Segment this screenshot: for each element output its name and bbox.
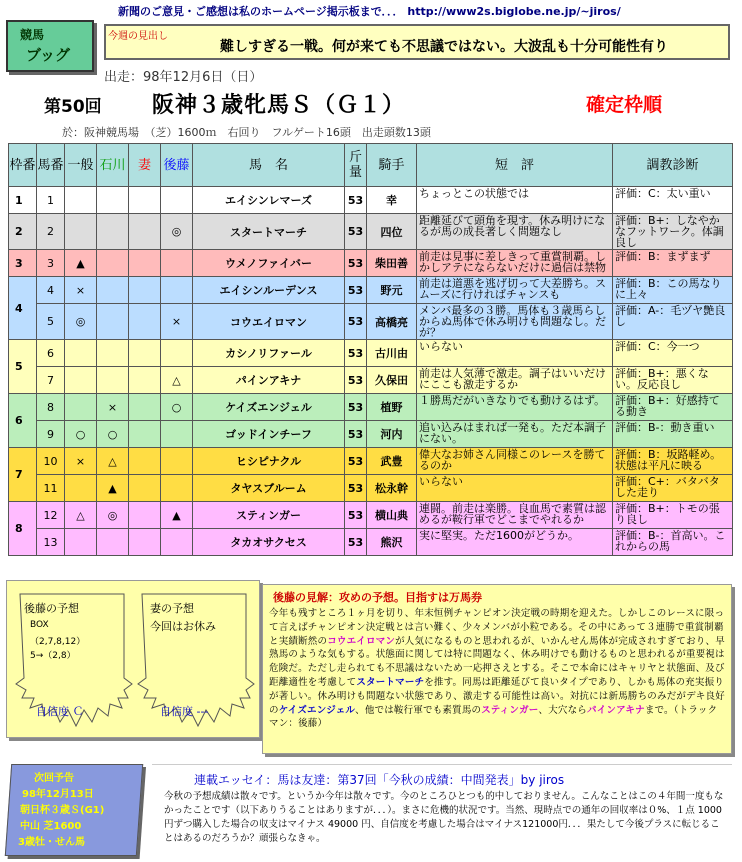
training-eval: 評価：B：この馬なりに上々 (613, 277, 733, 304)
horse-name: カシノリファール (193, 340, 345, 367)
jockey: 松永幹 (367, 475, 417, 502)
mark-goto: ○ (161, 394, 193, 421)
top-message: 新聞のご意見・ご感想は私のホームページ掲示板まで．．． http://www2s.biglobe.ne.jp/~jiros/ (118, 5, 621, 18)
mark-tsuma (129, 250, 161, 277)
next-race-line3: 中山 芝1600 (20, 821, 82, 832)
weight: 53 (345, 529, 367, 556)
horse-name: スタートマーチ (193, 214, 345, 250)
mark-ishikawa (97, 367, 129, 394)
tsuma-prediction-text: 今回はお休み (150, 620, 216, 633)
mark-ippan (65, 214, 97, 250)
goto-prediction-flow: 5→（2,8） (30, 651, 76, 661)
goto-confidence: 自信度 Ｃ (36, 705, 84, 718)
weight: 53 (345, 277, 367, 304)
mark-ippan (65, 367, 97, 394)
weight: 53 (345, 475, 367, 502)
header-tsuma: 妻 (129, 144, 161, 187)
short-comment: メンバ最多の３勝。馬体も３歳馬らしからぬ馬体で休み明けも問題なし。だが？ (417, 304, 613, 340)
goto-view-p2: が人気になるものと思われるが、いかんせん馬体が完成されすぎており、早熟馬のような気もする。状態面に関しては特に問題なく、休み明けでも動けるものと思われるが重要視は危険だ。ただし走られても不思議はないため一応押さえとする。そこで本命にはキャリヤと状態面、及び距離適性を考慮して (269, 635, 725, 688)
horse-number: 6 (37, 340, 65, 367)
mark-goto: △ (161, 367, 193, 394)
headline-box (104, 24, 730, 60)
horse-name: コウエイロマン (193, 304, 345, 340)
horse-number: 12 (37, 502, 65, 529)
mark-tsuma (129, 529, 161, 556)
header-ishikawa: 石川 (97, 144, 129, 187)
goto-view-h4: スティンガー (481, 704, 539, 716)
logo-line1: 競馬 (20, 28, 45, 42)
short-comment: 前走は人気薄で激走。調子はいいだけにここも激走するか (417, 367, 613, 394)
jockey: 河内 (367, 421, 417, 448)
mark-ishikawa (97, 340, 129, 367)
mark-tsuma (129, 277, 161, 304)
horse-name: スティンガー (193, 502, 345, 529)
tsuma-prediction-title: 妻の予想 (150, 602, 194, 615)
table-row (9, 340, 733, 367)
mark-goto: × (161, 304, 193, 340)
table-row (9, 214, 733, 250)
race-number: 第50回 (44, 97, 102, 117)
horse-number: 5 (37, 304, 65, 340)
mark-ippan: × (65, 448, 97, 475)
weight: 53 (345, 502, 367, 529)
mark-tsuma (129, 340, 161, 367)
table-row (9, 421, 733, 448)
essay-body: 今秋の予想成績は散々です。というか今年は散々です。今のところひとつも的中しておりません。こんなことはこの４年間一度もなかったことです（以下ありうることはありますが．．．）。まさに危機的状況です。当然、現時点での通年の回収率は０%、１点 1000 円ずつ購入した場合の収支はマイナス 49000 円、自信度を考慮した場合はマイナス121000円．．．果たして今後プラスに転じることはあるのだろうか？頑張らなきゃ。 (164, 791, 724, 844)
mark-tsuma (129, 421, 161, 448)
mark-tsuma (129, 502, 161, 529)
mark-goto: ◎ (161, 214, 193, 250)
waku-number: 6 (9, 394, 37, 448)
training-eval: 評価：C：太い重い (613, 187, 733, 214)
mark-ishikawa: ◎ (97, 502, 129, 529)
horse-number: 10 (37, 448, 65, 475)
weight: 53 (345, 421, 367, 448)
mark-ippan: ▲ (65, 250, 97, 277)
logo (6, 20, 94, 72)
header-goto: 後藤 (161, 144, 193, 187)
weight: 53 (345, 448, 367, 475)
horse-number: 8 (37, 394, 65, 421)
mark-ishikawa (97, 250, 129, 277)
goto-view-p5: 、大穴なら (538, 704, 588, 716)
mark-ishikawa: ▲ (97, 475, 129, 502)
mark-ishikawa (97, 187, 129, 214)
horse-number: 11 (37, 475, 65, 502)
table-row (9, 277, 733, 304)
jockey: 四位 (367, 214, 417, 250)
short-comment: 前走は見事に差しきって重賞制覇。しかしアテにならないだけに過信は禁物 (417, 250, 613, 277)
header-eval: 調教診断 (613, 144, 733, 187)
short-comment: 連闘。前走は楽勝。良血馬で素質は認めるが鞍行軍でどこまでやれるか (417, 502, 613, 529)
horse-name: タカオサクセス (193, 529, 345, 556)
table-header-row (9, 144, 733, 187)
jockey: 久保田 (367, 367, 417, 394)
short-comment: いらない (417, 475, 613, 502)
mark-goto (161, 529, 193, 556)
training-eval: 評価：B：まずまず (613, 250, 733, 277)
short-comment: 距離延びて頭角を現す。休み明けになるが馬の成長著しく問題なし (417, 214, 613, 250)
horse-name: パインアキナ (193, 367, 345, 394)
mark-tsuma (129, 187, 161, 214)
waku-number: 8 (9, 502, 37, 556)
jockey: 武豊 (367, 448, 417, 475)
short-comment: ちょっとこの状態では (417, 187, 613, 214)
goto-prediction-box: BOX (30, 620, 49, 630)
header-name: 馬 名 (193, 144, 345, 187)
header-kin: 斤量 (345, 144, 367, 187)
next-race-line1: 98年12月13日 (22, 789, 94, 800)
mark-tsuma (129, 475, 161, 502)
mark-goto (161, 187, 193, 214)
waku-number: 5 (9, 340, 37, 394)
race-table-body (9, 187, 733, 556)
goto-view-panel (262, 584, 732, 754)
training-eval: 評価：B-：首高い。これからの馬 (613, 529, 733, 556)
horse-number: 9 (37, 421, 65, 448)
mark-ishikawa: ○ (97, 421, 129, 448)
horse-number: 7 (37, 367, 65, 394)
next-race-line2: 朝日杯３歳Ｓ(G1) (20, 805, 105, 816)
goto-prediction-title: 後藤の予想 (24, 602, 79, 615)
next-race-line4: 3歳牡・せん馬 (18, 837, 85, 848)
horse-name: ケイズエンジェル (193, 394, 345, 421)
mark-ishikawa (97, 214, 129, 250)
weight: 53 (345, 250, 367, 277)
jockey: 古川由 (367, 340, 417, 367)
goto-view-h3: ケイズエンジェル (278, 704, 356, 716)
goto-view-p6: まで。（トラックマン：後藤） (269, 704, 718, 730)
weight: 53 (345, 187, 367, 214)
mark-ishikawa: × (97, 394, 129, 421)
horse-name: タヤスブルーム (193, 475, 345, 502)
mark-tsuma (129, 448, 161, 475)
header-comment: 短 評 (417, 144, 613, 187)
horse-number: 2 (37, 214, 65, 250)
mark-goto (161, 250, 193, 277)
jockey: 柴田善 (367, 250, 417, 277)
jockey: 幸 (367, 187, 417, 214)
short-comment: 追い込みはまれば一発も。ただ本調子にない。 (417, 421, 613, 448)
goto-view-h5: パインアキナ (587, 704, 645, 716)
horse-number: 1 (37, 187, 65, 214)
horse-name: ゴッドインチーフ (193, 421, 345, 448)
header-waku: 枠番 (9, 144, 37, 187)
mark-tsuma (129, 394, 161, 421)
mark-goto (161, 475, 193, 502)
training-eval: 評価：B：坂路軽め。状態は平凡に映る (613, 448, 733, 475)
training-eval: 評価：A-：毛ヅヤ艶良し (613, 304, 733, 340)
waku-number: 1 (9, 187, 37, 214)
waku-number: 7 (9, 448, 37, 502)
table-row (9, 502, 733, 529)
mark-ishikawa: △ (97, 448, 129, 475)
weight: 53 (345, 367, 367, 394)
essay-panel (152, 764, 732, 858)
mark-ishikawa (97, 304, 129, 340)
mark-goto (161, 277, 193, 304)
table-row (9, 529, 733, 556)
venue-info: 於：阪神競馬場 （芝）1600ｍ 右回り フルゲート16頭 出走頭数13頭 (62, 126, 431, 139)
mark-goto (161, 421, 193, 448)
tsuma-confidence: 自信度 --- (160, 705, 209, 718)
weight: 53 (345, 340, 367, 367)
mark-goto (161, 340, 193, 367)
training-eval: 評価：B+：トモの張り良し (613, 502, 733, 529)
training-eval: 評価：B-：動き重い (613, 421, 733, 448)
horse-name: ヒシピナクル (193, 448, 345, 475)
training-eval: 評価：C：今一つ (613, 340, 733, 367)
mark-ippan (65, 340, 97, 367)
mark-ishikawa (97, 277, 129, 304)
training-eval: 評価：C+：バタバタした走り (613, 475, 733, 502)
mark-ippan (65, 394, 97, 421)
horse-name: ウメノファイバー (193, 250, 345, 277)
goto-view-p1: 今年も残すところ１ヶ月を切り、年末恒例チャンピオン決定戦の時期を迎えた。しかしこのレースに限って言えばチャンピオン決定戦とは言い難く、少々メンバが小粒である。その中にあって３連勝で重賞制覇と実績断然の (269, 608, 725, 647)
short-comment: １勝馬だがいきなりでも動けるはず。 (417, 394, 613, 421)
goto-view-p4: 、他では鞍行軍でも素質馬の (355, 704, 482, 716)
mark-tsuma (129, 304, 161, 340)
table-row (9, 394, 733, 421)
table-row (9, 187, 733, 214)
table-row (9, 367, 733, 394)
mark-ippan (65, 475, 97, 502)
headline-tag: 今週の見出し (108, 31, 168, 42)
goto-view-text (269, 607, 725, 731)
next-race-title: 次回予告 (34, 773, 74, 784)
mark-ippan (65, 529, 97, 556)
race-name: 阪神３歳牝馬Ｓ（Ｇ１） (152, 93, 406, 118)
table-row (9, 304, 733, 340)
mark-ippan: ◎ (65, 304, 97, 340)
mark-ippan: △ (65, 502, 97, 529)
goto-view-h2: スタートマーチ (356, 676, 425, 688)
waku-number: 2 (9, 214, 37, 250)
mark-ippan: ○ (65, 421, 97, 448)
mark-goto: ▲ (161, 502, 193, 529)
header-ippan: 一般 (65, 144, 97, 187)
race-date: 出走：98年12月6日（日） (104, 70, 263, 85)
horse-number: 3 (37, 250, 65, 277)
status-label: 確定枠順 (586, 94, 663, 116)
training-eval: 評価：B+：しなやかなフットワーク。体調良し (613, 214, 733, 250)
short-comment: 偉大なお姉さん同様このレースを勝てるのか (417, 448, 613, 475)
logo-line2: ブッグ (26, 46, 70, 64)
goto-view-title: 後藤の見解：攻めの予想。目指すは万馬券 (273, 591, 482, 604)
mark-tsuma (129, 367, 161, 394)
mark-tsuma (129, 214, 161, 250)
mark-goto (161, 448, 193, 475)
horse-number: 4 (37, 277, 65, 304)
jockey: 高橋亮 (367, 304, 417, 340)
horse-name: エイシンルーデンス (193, 277, 345, 304)
goto-prediction-combo: （2,7,8,12） (30, 637, 86, 647)
mark-ippan: × (65, 277, 97, 304)
jockey: 野元 (367, 277, 417, 304)
training-eval: 評価：B+：好感持てる動き (613, 394, 733, 421)
short-comment: 前走は道悪を逃げ切って大差勝ち。スムーズに行ければチャンスも (417, 277, 613, 304)
goto-view-p3: を推す。同馬は距離延びて良いタイプであり、しかも馬体の充実振りが著しい。休み明けも問題ない状態であり、激走する可能性は高い。対抗には新馬勝ちのみだがデキ良好の (269, 676, 725, 716)
essay-title: 連載エッセイ：馬は友達：第37回「今秋の成績：中間発表」by jiros (194, 773, 565, 787)
jockey: 植野 (367, 394, 417, 421)
horse-number: 13 (37, 529, 65, 556)
mark-ippan (65, 187, 97, 214)
goto-view-h1: コウエイロマン (327, 635, 396, 647)
header-jockey: 騎手 (367, 144, 417, 187)
training-eval: 評価：B+：悪くない。反応良し (613, 367, 733, 394)
weight: 53 (345, 214, 367, 250)
mark-ishikawa (97, 529, 129, 556)
jockey: 熊沢 (367, 529, 417, 556)
race-table (8, 143, 733, 556)
weight: 53 (345, 304, 367, 340)
horse-name: エイシンレマーズ (193, 187, 345, 214)
table-row (9, 475, 733, 502)
header-uma: 馬番 (37, 144, 65, 187)
waku-number: 4 (9, 277, 37, 340)
waku-number: 3 (9, 250, 37, 277)
table-row (9, 250, 733, 277)
table-row (9, 448, 733, 475)
weight: 53 (345, 394, 367, 421)
short-comment: いらない (417, 340, 613, 367)
short-comment: 実に堅実。ただ1600がどうか。 (417, 529, 613, 556)
jockey: 横山典 (367, 502, 417, 529)
headline-text: 難しすぎる一戦。何が来ても不思議ではない。大波乱も十分可能性有り (220, 39, 668, 55)
